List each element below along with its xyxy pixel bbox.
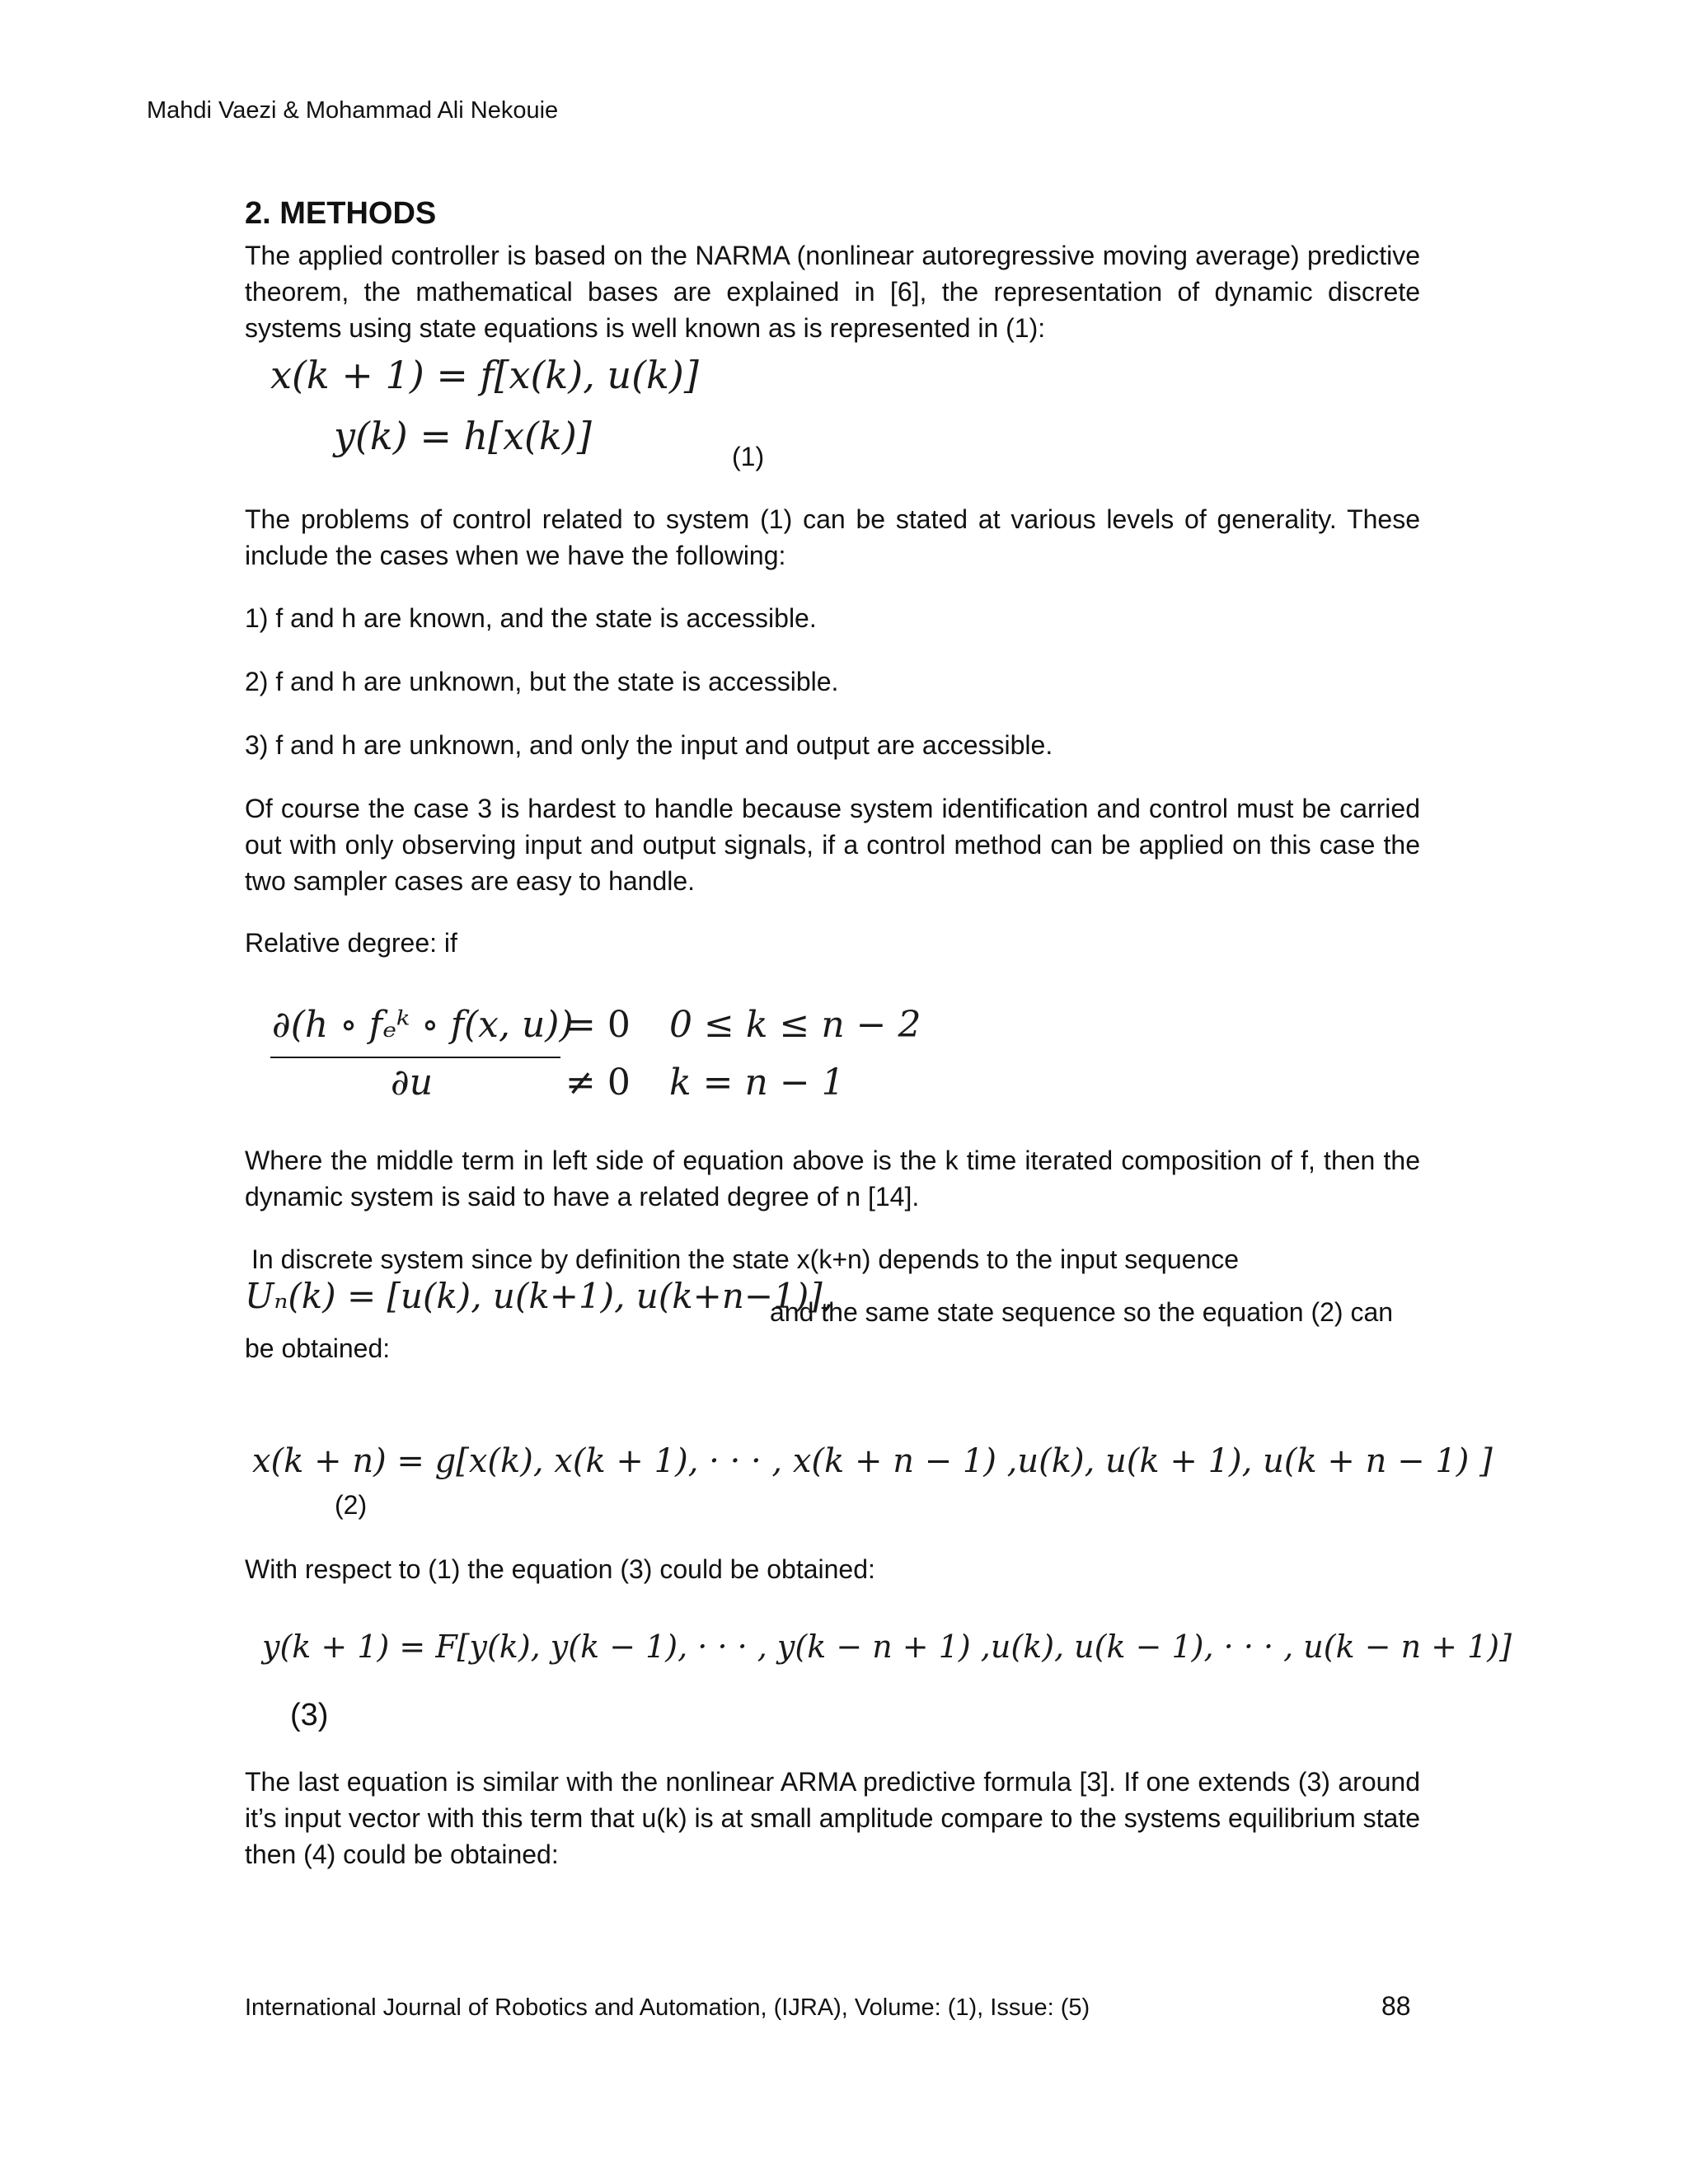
input-sequence-formula: Uₙ(k) = [u(k), u(k+1), u(k+n−1)], (245, 1276, 833, 1316)
paragraph-state-sequence: and the same state sequence so the equation (2) can (770, 1297, 1394, 1327)
paragraph-intro: The applied controller is based on the NARMA (nonlinear autoregressive moving average) predictive theorem, the mathematical bases are explained in [6], the representation of dynamic discrete systems using state equations is well known as is represented in (1): (245, 241, 1420, 343)
paragraph-problems: The problems of control related to system (1) can be stated at various levels of generality. These include the cases when we have the following: (245, 504, 1420, 570)
relative-degree-case-2-condition: k = n − 1 (669, 1062, 845, 1104)
fraction-bar (270, 1057, 560, 1058)
relative-degree-case-1-condition: 0 ≤ k ≤ n − 2 (669, 1004, 921, 1046)
equation-1-line-2: y(k) = h[x(k)] (334, 414, 592, 458)
relative-degree-numerator: ∂(h ∘ fₑᵏ ∘ f(x, u)) (272, 1004, 574, 1046)
equation-1-number: (1) (732, 442, 765, 471)
paragraph-obtained: be obtained: (245, 1333, 391, 1363)
paragraph-iterated-composition: Where the middle term in left side of equation above is the k time iterated composition of f, then the dynamic system is said to have a related degree of n [14]. (245, 1146, 1420, 1212)
case-3: 3) f and h are unknown, and only the input and output are accessible. (245, 730, 1053, 760)
footer-journal: International Journal of Robotics and Automation, (IJRA), Volume: (1), Issue: (5) (245, 1994, 1090, 2021)
case-2: 2) f and h are unknown, but the state is accessible. (245, 667, 839, 696)
paragraph-narma-extension: The last equation is similar with the nonlinear ARMA predictive formula [3]. If one extends (3) around it’s input vector with this term that u(k) is at small amplitude compare to the systems equilibrium state then (4) could be obtained: (245, 1767, 1420, 1869)
case-1: 1) f and h are known, and the state is accessible. (245, 603, 817, 633)
equation-2-number: (2) (335, 1490, 368, 1520)
equation-1-line-1: x(k + 1) = f[x(k), u(k)] (270, 353, 699, 397)
equation-2: x(k + n) = g[x(k), x(k + 1), · · · , x(k + n − 1) ,u(k), u(k + 1), u(k + n − 1) ] (252, 1442, 1493, 1480)
paragraph-case-3-discussion: Of course the case 3 is hardest to handle because system identification and control must be carried out with only observing input and output signals, if a control method can be applied on this case the two sampler cases are easy to handle. (245, 794, 1420, 896)
paragraph-relative-degree: Relative degree: if (245, 928, 457, 958)
relative-degree-denominator: ∂u (391, 1062, 434, 1104)
section-title: 2. METHODS (245, 196, 437, 231)
relative-degree-case-2-value: ≠ 0 (565, 1062, 631, 1104)
equation-3: y(k + 1) = F[y(k), y(k − 1), · · · , y(k − n + 1) ,u(k), u(k − 1), · · · , u(k − n + 1)] (262, 1629, 1512, 1665)
running-header-authors: Mahdi Vaezi & Mohammad Ali Nekouie (147, 97, 559, 124)
paragraph-discrete-system: In discrete system since by definition the state x(k+n) depends to the input sequence (251, 1244, 1240, 1274)
relative-degree-case-1-value: = 0 (565, 1004, 631, 1046)
paragraph-respect-to-1: With respect to (1) the equation (3) could be obtained: (245, 1554, 875, 1584)
page-number: 88 (1381, 1991, 1411, 2021)
equation-3-number: (3) (290, 1698, 329, 1732)
